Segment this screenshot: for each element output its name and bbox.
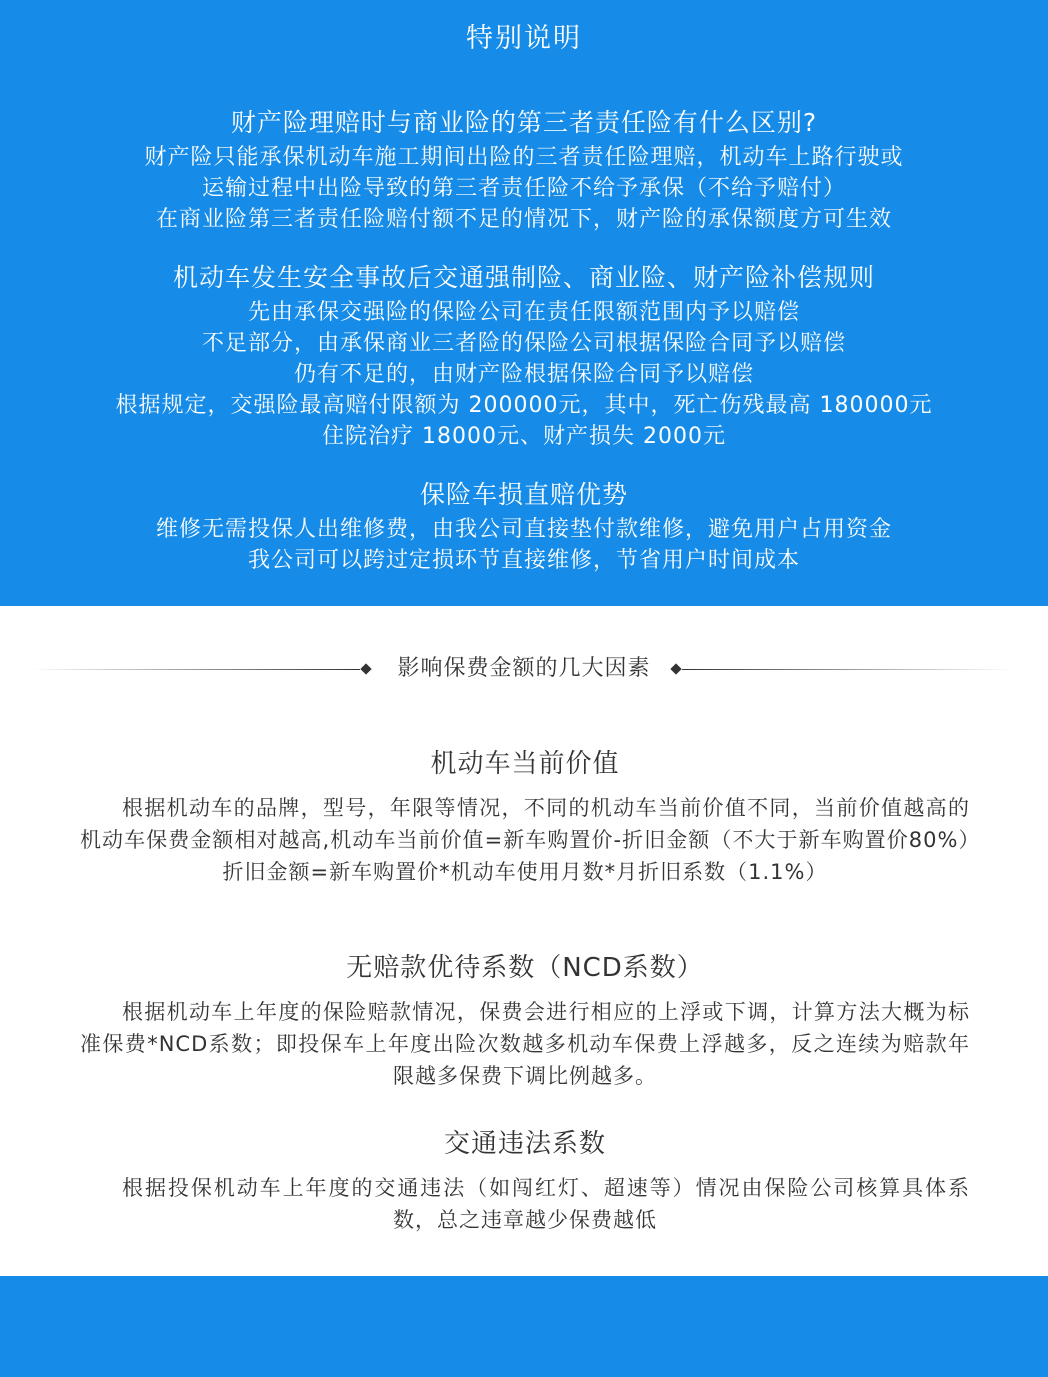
section-line: 根据规定，交强险最高赔付限额为 200000元，其中，死亡伤残最高 180000元 — [115, 393, 933, 418]
section-third-party-difference — [0, 106, 1048, 235]
section-title: 保险车损直赔优势 — [419, 480, 628, 509]
factor-text: 根据机动车上年度的保险赔款情况，保费会进行相应的上浮或下调，计算方法大概为标准保费*NCD系数；即投保车上年度出险次数越多机动车保费上浮越多，反之连续为赔款年限越多保费下调比例越多。 — [80, 1000, 970, 1088]
section-line: 不足部分，由承保商业三者险的保险公司根据保险合同予以赔偿 — [201, 331, 846, 356]
section-line: 住院治疗 18000元、财产损失 2000元 — [322, 424, 726, 449]
factor-text: 根据机动车的品牌，型号，年限等情况，不同的机动车当前价值不同，当前价值越高的机动车保费金额相对越高,机动车当前价值=新车购置价-折旧金额（不大于新车购置价80%）折旧金额=新车购置价*机动车使用月数*月折旧系数（1.1%） — [80, 796, 970, 884]
section-compensation-rules — [0, 261, 1048, 452]
divider-line-right — [682, 669, 1012, 670]
section-line: 运输过程中出险导致的第三者责任险不给予承保（不给予赔付） — [201, 176, 846, 201]
divider-label: 影响保费金额的几大因素 — [397, 656, 651, 681]
section-divider — [0, 650, 1048, 690]
factor-ncd — [80, 950, 970, 1092]
section-line: 我公司可以跨过定损环节直接维修，节省用户时间成本 — [247, 548, 800, 573]
section-title: 机动车发生安全事故后交通强制险、商业险、财产险补偿规则 — [172, 263, 875, 292]
section-line: 仍有不足的，由财产险根据保险合同予以赔偿 — [293, 362, 754, 387]
section-line: 先由承保交强险的保险公司在责任限额范围内予以赔偿 — [247, 300, 800, 325]
divider-line-left — [30, 669, 360, 670]
section-line: 维修无需投保人出维修费，由我公司直接垫付款维修，避免用户占用资金 — [155, 517, 892, 542]
section-direct-repair-advantage — [0, 478, 1048, 576]
factor-title: 无赔款优待系数（NCD系数） — [346, 953, 704, 983]
factor-title: 交通违法系数 — [443, 1129, 606, 1159]
page-title: 特别说明 — [466, 23, 582, 54]
section-title: 财产险理赔时与商业险的第三者责任险有什么区别? — [230, 108, 818, 137]
section-line: 财产险只能承保机动车施工期间出险的三者责任险理赔，机动车上路行驶或 — [144, 145, 904, 170]
special-notes-panel — [0, 0, 1048, 606]
footer-band — [0, 1276, 1048, 1377]
factor-traffic-violation — [80, 1126, 970, 1236]
factor-title: 机动车当前价值 — [430, 749, 620, 779]
diamond-icon — [360, 663, 371, 674]
factor-text: 根据投保机动车上年度的交通违法（如闯红灯、超速等）情况由保险公司核算具体系数，总之违章越少保费越低 — [122, 1176, 970, 1232]
diamond-icon — [670, 663, 681, 674]
section-line: 在商业险第三者责任险赔付额不足的情况下，财产险的承保额度方可生效 — [155, 207, 892, 232]
factor-current-value — [80, 746, 970, 888]
